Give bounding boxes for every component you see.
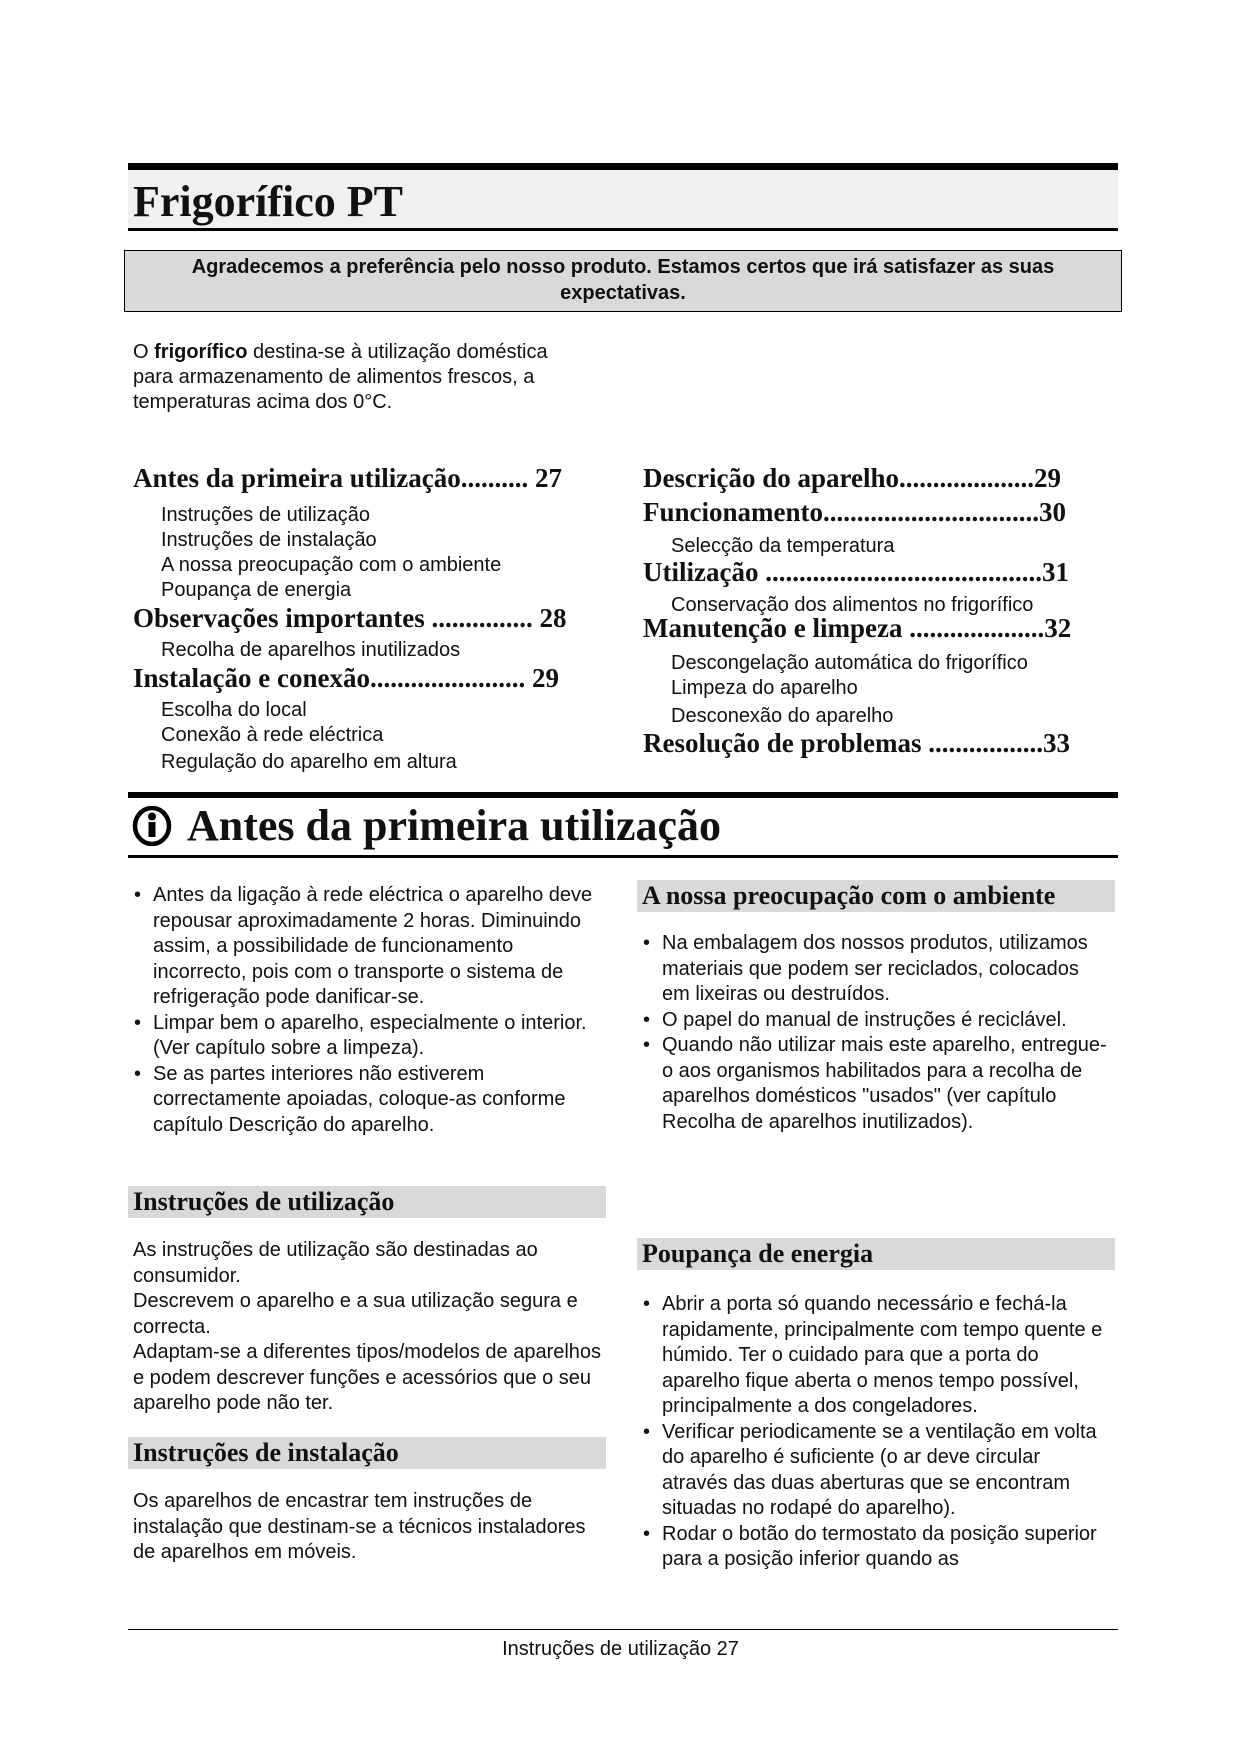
energy-heading: Poupança de energia: [637, 1238, 1115, 1270]
intro-rest: destina-se à utilização doméstica para armazenamento de alimentos frescos, a temperaturas acima dos 0°C.: [133, 341, 548, 413]
toc-subentry[interactable]: Conservação dos alimentos no frigorífico: [671, 594, 1034, 616]
toc-entry[interactable]: Utilização .........................................31: [643, 557, 1069, 587]
list-item: • Na embalagem dos nossos produtos, utilizamos materiais que podem ser reciclados, colocados em lixeiras ou destruídos.: [641, 931, 1111, 1008]
install-text: Os aparelhos de encastrar tem instruções de instalação que destinam-se a técnicos instaladores de aparelhos em móveis.: [133, 1490, 586, 1563]
toc-entry[interactable]: Observações importantes ............... 28: [133, 603, 567, 633]
left-bullet-list: [132, 883, 607, 1138]
intro-paragraph: [133, 340, 553, 415]
list-item: • O papel do manual de instruções é reciclável.: [641, 1008, 1111, 1034]
list-item: • Verificar periodicamente se a ventilação em volta do aparelho é suficiente (o ar deve circular através das duas aberturas que se encontram situadas no rodapé do aparelho).: [641, 1420, 1111, 1522]
list-item: • Abrir a porta só quando necessário e fechá-la rapidamente, principalmente com tempo quente e húmido. Ter o cuidado para que a porta do aparelho fique aberta o menos tempo possível, principalmente a dos congeladores.: [641, 1292, 1111, 1420]
environment-bullet-list: [641, 931, 1111, 1135]
list-item: • Se as partes interiores não estiverem correctamente apoiadas, coloque-as conforme capítulo Descrição do aparelho.: [132, 1062, 607, 1139]
list-item: • Antes da ligação à rede eléctrica o aparelho deve repousar aproximadamente 2 horas. Diminuindo assim, a possibilidade de funcionamento incorrecto, pois com o transporte o sistema de refrigeração pode danificar-se.: [132, 883, 607, 1011]
toc-subentry[interactable]: Desconexão do aparelho: [671, 705, 894, 727]
usage-heading: Instruções de utilização: [128, 1186, 606, 1218]
title-bar: [128, 163, 1118, 231]
toc-entry[interactable]: Manutenção e limpeza ....................32: [643, 613, 1072, 643]
environment-heading: A nossa preocupação com o ambiente: [637, 880, 1115, 912]
toc-entry[interactable]: Descrição do aparelho....................29: [643, 463, 1061, 493]
toc-subentry[interactable]: Escolha do local: [161, 699, 307, 721]
intro-bold: frigorífico: [154, 341, 248, 363]
list-item: • Quando não utilizar mais este aparelho, entregue-o aos organismos habilitados para a recolha de aparelhos domésticos "usados" (ver capítulo Recolha de aparelhos inutilizados).: [641, 1033, 1111, 1135]
usage-paragraph: Adaptam-se a diferentes tipos/modelos de aparelhos e podem descrever funções e acessórios que o seu aparelho pode não ter.: [133, 1341, 602, 1414]
toc-entry[interactable]: Instalação e conexão....................... 29: [133, 663, 559, 693]
toc-entry[interactable]: Resolução de problemas .................33: [643, 728, 1071, 758]
section-rule-top: [128, 792, 1118, 798]
page-title: Frigorífico PT: [133, 177, 404, 226]
section-rule-bottom: [128, 855, 1118, 858]
usage-text: [133, 1238, 613, 1417]
toc-subentry[interactable]: Recolha de aparelhos inutilizados: [161, 639, 461, 661]
thanks-banner: Agradecemos a preferência pelo nosso produto. Estamos certos que irá satisfazer as suas expectativas.: [124, 250, 1122, 312]
info-icon: [132, 806, 172, 846]
toc-subentry[interactable]: Instruções de utilização: [161, 504, 371, 526]
intro-prefix: O: [133, 341, 155, 363]
page-footer: Instruções de utilização 27: [502, 1638, 739, 1660]
toc-subentry[interactable]: Descongelação automática do frigorífico: [671, 652, 1028, 674]
energy-bullet-list: [641, 1292, 1111, 1573]
list-item: • Limpar bem o aparelho, especialmente o interior. (Ver capítulo sobre a limpeza).: [132, 1011, 607, 1062]
install-heading: Instruções de instalação: [128, 1437, 606, 1469]
toc-subentry[interactable]: Regulação do aparelho em altura: [161, 751, 457, 773]
usage-paragraph: As instruções de utilização são destinadas ao consumidor.: [133, 1239, 538, 1287]
toc-subentry[interactable]: Instruções de instalação: [161, 529, 377, 551]
toc-entry[interactable]: Antes da primeira utilização.......... 27: [133, 463, 562, 493]
toc-subentry[interactable]: Limpeza do aparelho: [671, 677, 858, 699]
toc-subentry[interactable]: Conexão à rede eléctrica: [161, 724, 384, 746]
toc-subentry[interactable]: Selecção da temperatura: [671, 535, 895, 557]
list-item: • Rodar o botão do termostato da posição superior para a posição inferior quando as: [641, 1522, 1111, 1573]
usage-paragraph: Descrevem o aparelho e a sua utilização segura e correcta.: [133, 1290, 578, 1338]
footer-rule: [128, 1629, 1118, 1630]
toc-subentry[interactable]: Poupança de energia: [161, 579, 352, 601]
toc-subentry[interactable]: A nossa preocupação com o ambiente: [161, 554, 502, 576]
section-title: Antes da primeira utilização: [187, 801, 722, 850]
toc-entry[interactable]: Funcionamento................................30: [643, 497, 1067, 527]
